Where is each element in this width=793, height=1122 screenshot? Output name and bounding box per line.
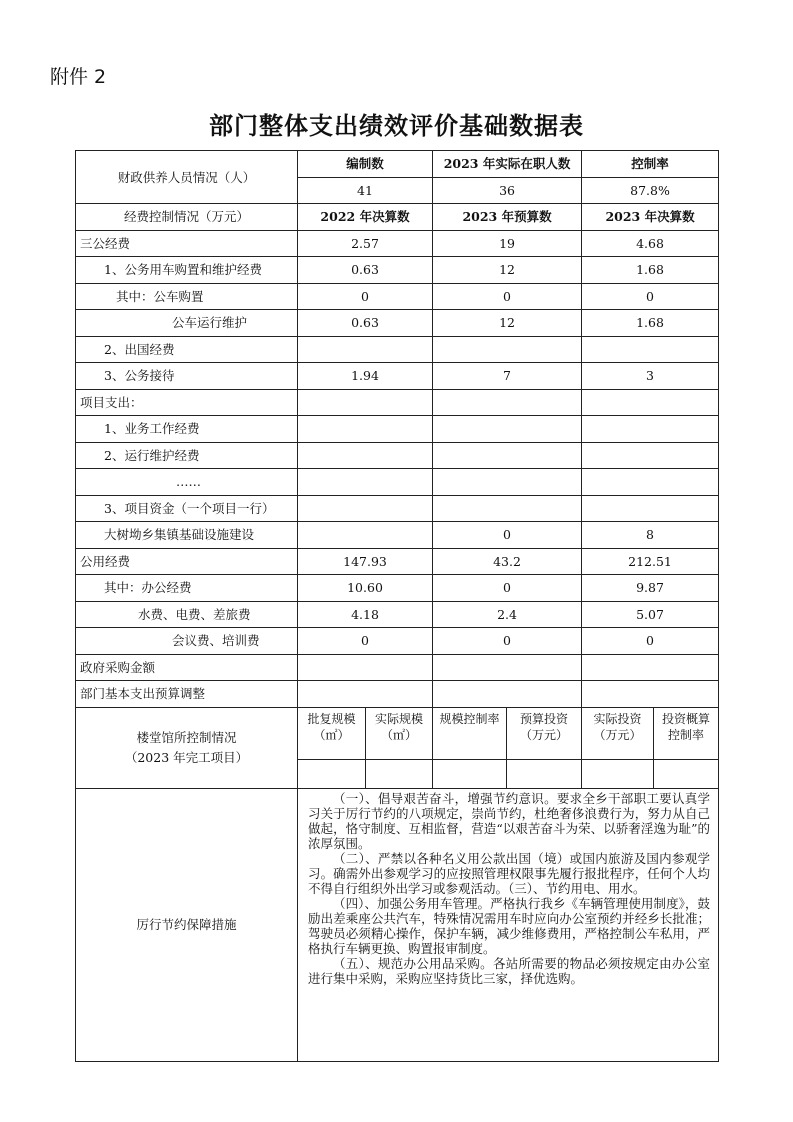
building-cell [298, 759, 366, 788]
data-table [75, 150, 719, 1062]
cell-2022 [298, 389, 433, 416]
row-label: 公车运行维护 [76, 310, 298, 337]
table-row [76, 601, 719, 628]
funds-header-2022: 2022 年决算数 [298, 204, 433, 231]
cell-2023-final: 1.68 [582, 310, 719, 337]
cell-2023-budget: 12 [433, 310, 582, 337]
cell-2022: 0.63 [298, 257, 433, 284]
cell-2023-final [582, 389, 719, 416]
staff-value-actual: 36 [433, 177, 582, 204]
cell-2023-final: 8 [582, 522, 719, 549]
cell-2022 [298, 654, 433, 681]
cell-2023-final [582, 442, 719, 469]
cell-2022 [298, 442, 433, 469]
building-header-budget-investment: 预算投资（万元） [507, 707, 582, 759]
cell-2023-budget: 2.4 [433, 601, 582, 628]
cell-2023-final: 4.68 [582, 230, 719, 257]
measures-paragraph: （五）、规范办公用品采购。各站所需要的物品必须按规定由办公室进行集中采购，采购应坚持货比三家，择优选购。 [308, 955, 711, 986]
cell-2023-budget: 7 [433, 363, 582, 390]
staff-value-rate: 87.8% [582, 177, 719, 204]
staff-header-quota: 编制数 [298, 151, 433, 178]
funds-label: 经费控制情况（万元） [76, 204, 298, 231]
building-label-line2: （2023 年完工项目） [124, 749, 249, 765]
cell-2023-budget: 0 [433, 283, 582, 310]
cell-2023-budget [433, 336, 582, 363]
table-row [76, 628, 719, 655]
building-label-line1: 楼堂馆所控制情况 [136, 729, 237, 745]
table-row [76, 257, 719, 284]
cell-2023-budget: 0 [433, 628, 582, 655]
row-label: 部门基本支出预算调整 [76, 681, 298, 708]
table-row [76, 363, 719, 390]
cell-2023-budget: 19 [433, 230, 582, 257]
table-row [76, 442, 719, 469]
cell-2022: 0.63 [298, 310, 433, 337]
cell-2023-final: 1.68 [582, 257, 719, 284]
measures-row [76, 788, 719, 1061]
row-label: 项目支出： [76, 389, 298, 416]
building-header-actual-scale: 实际规模（㎡） [366, 707, 433, 759]
building-header-row [76, 707, 719, 759]
building-header-actual-investment: 实际投资（万元） [582, 707, 654, 759]
cell-2023-budget [433, 389, 582, 416]
table-row [76, 575, 719, 602]
table-row [76, 495, 719, 522]
cell-2023-budget: 43.2 [433, 548, 582, 575]
row-label: 政府采购金额 [76, 654, 298, 681]
row-label: 公用经费 [76, 548, 298, 575]
cell-2023-budget [433, 495, 582, 522]
cell-2023-final [582, 495, 719, 522]
building-cell [433, 759, 507, 788]
attachment-label: 附件 2 [50, 66, 107, 88]
cell-2023-final: 212.51 [582, 548, 719, 575]
cell-2023-final: 9.87 [582, 575, 719, 602]
table-row [76, 522, 719, 549]
cell-2023-budget: 0 [433, 575, 582, 602]
cell-2023-final [582, 681, 719, 708]
cell-2023-final [582, 469, 719, 496]
page-title: 部门整体支出绩效评价基础数据表 [209, 111, 584, 140]
cell-2023-final: 0 [582, 283, 719, 310]
measures-paragraph: （二）、严禁以各种名义用公款出国（境）或国内旅游及国内参观学习。确需外出参观学习的应按照管理权限事先履行报批程序，任何个人均不得自行组织外出学习或参观活动。（三）、节约用电、用水。 [308, 850, 711, 896]
measures-paragraph: （一）、倡导艰苦奋斗，增强节约意识。要求全乡干部职工要认真学习关于厉行节约的八项规定，崇尚节约，杜绝奢侈浪费行为，努力从自己做起，恪守制度、互相监督，营造“以艰苦奋斗为荣、以骄奢淫逸为耻”的浓厚氛围。 [308, 790, 711, 851]
measures-label: 厉行节约保障措施 [76, 788, 298, 1061]
table-row [76, 389, 719, 416]
table-row [76, 681, 719, 708]
cell-2022: 4.18 [298, 601, 433, 628]
cell-2023-budget: 12 [433, 257, 582, 284]
staff-header-rate: 控制率 [582, 151, 719, 178]
cell-2023-budget [433, 442, 582, 469]
table-row [76, 336, 719, 363]
row-label: 其中：公车购置 [76, 283, 298, 310]
cell-2023-budget [433, 654, 582, 681]
cell-2022 [298, 336, 433, 363]
cell-2022: 0 [298, 283, 433, 310]
table-row [76, 230, 719, 257]
table-row [76, 469, 719, 496]
staff-value-quota: 41 [298, 177, 433, 204]
row-label: 3、项目资金（一个项目一行） [76, 495, 298, 522]
row-label: 大树坳乡集镇基础设施建设 [76, 522, 298, 549]
cell-2022: 147.93 [298, 548, 433, 575]
building-header-approved-scale: 批复规模（㎡） [298, 707, 366, 759]
staff-label: 财政供养人员情况（人） [76, 151, 298, 204]
cell-2023-final: 5.07 [582, 601, 719, 628]
funds-header-2023-final: 2023 年决算数 [582, 204, 719, 231]
staff-header-row [76, 151, 719, 178]
cell-2022: 0 [298, 628, 433, 655]
cell-2023-final [582, 416, 719, 443]
cell-2023-budget: 0 [433, 522, 582, 549]
building-cell [582, 759, 654, 788]
building-cell [654, 759, 719, 788]
row-label: 1、公务用车购置和维护经费 [76, 257, 298, 284]
row-label: 会议费、培训费 [76, 628, 298, 655]
table-row [76, 310, 719, 337]
cell-2022 [298, 416, 433, 443]
funds-header-row [76, 204, 719, 231]
cell-2023-final [582, 336, 719, 363]
building-header-scale-rate: 规模控制率 [433, 707, 507, 759]
row-label: 3、公务接待 [76, 363, 298, 390]
building-label [76, 707, 298, 788]
row-label: 2、运行维护经费 [76, 442, 298, 469]
cell-2022 [298, 469, 433, 496]
table-row [76, 283, 719, 310]
row-label: 三公经费 [76, 230, 298, 257]
measures-text [298, 788, 719, 1061]
funds-header-2023-budget: 2023 年预算数 [433, 204, 582, 231]
row-label: 其中：办公经费 [76, 575, 298, 602]
cell-2022: 2.57 [298, 230, 433, 257]
cell-2023-final [582, 654, 719, 681]
row-label: …… [76, 469, 298, 496]
cell-2023-budget [433, 416, 582, 443]
cell-2023-final: 3 [582, 363, 719, 390]
cell-2022: 10.60 [298, 575, 433, 602]
building-cell [366, 759, 433, 788]
cell-2022 [298, 681, 433, 708]
cell-2023-final: 0 [582, 628, 719, 655]
row-label: 水费、电费、差旅费 [76, 601, 298, 628]
table-row [76, 548, 719, 575]
cell-2023-budget [433, 469, 582, 496]
building-cell [507, 759, 582, 788]
row-label: 1、业务工作经费 [76, 416, 298, 443]
building-header-investment-rate: 投资概算控制率 [654, 707, 719, 759]
cell-2022: 1.94 [298, 363, 433, 390]
table-row [76, 416, 719, 443]
cell-2022 [298, 495, 433, 522]
cell-2023-budget [433, 681, 582, 708]
cell-2022 [298, 522, 433, 549]
table-row [76, 654, 719, 681]
staff-header-actual: 2023 年实际在职人数 [433, 151, 582, 178]
row-label: 2、出国经费 [76, 336, 298, 363]
measures-paragraph: （四）、加强公务用车管理。严格执行我乡《车辆管理使用制度》，鼓励出差乘座公共汽车，特殊情况需用车时应向办公室预约并经乡长批准；驾驶员必须精心操作，保护车辆，减少维修费用，严格控制公车私用，严格执行车辆更换、购置报审制度。 [308, 895, 711, 956]
